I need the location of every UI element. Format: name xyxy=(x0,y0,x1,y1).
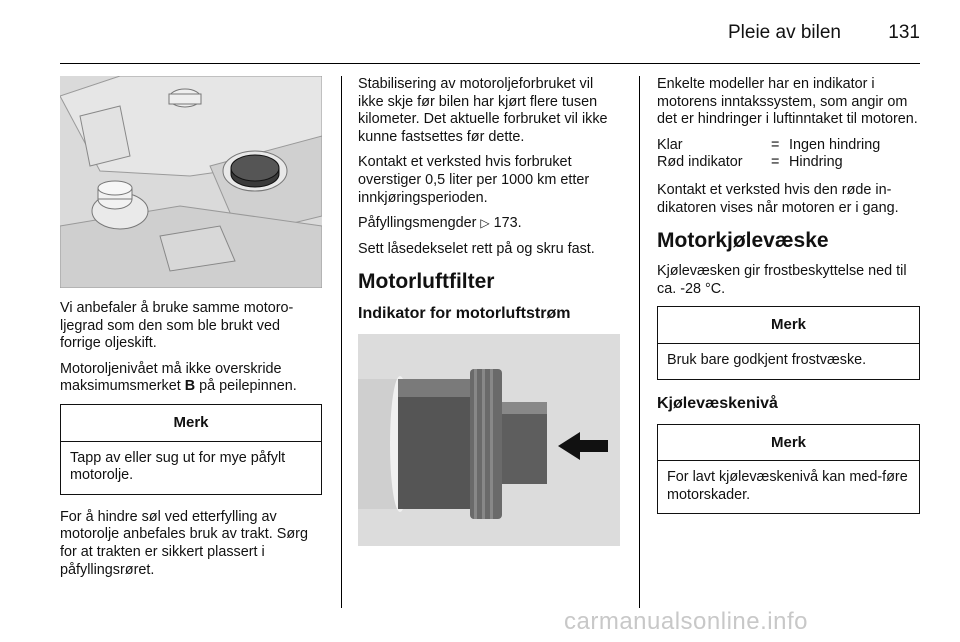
table-row: Rød indikator = Hindring xyxy=(657,154,843,171)
column-2 xyxy=(358,76,620,546)
air-flow-indicator-illustration xyxy=(358,334,620,546)
note-body: For lavt kjølevæskenivå kan med-føre motorskader. xyxy=(667,469,908,503)
paragraph: Påfyllingsmengder ▷ 173. xyxy=(358,215,522,232)
section-heading: Motorluftfilter xyxy=(358,270,495,294)
subsection-heading: Kjølevæskenivå xyxy=(657,394,778,412)
table-row: Klar = Ingen hindring xyxy=(657,136,881,153)
note-box xyxy=(657,424,920,515)
watermark: carmanualsonline.info xyxy=(564,608,808,635)
note-body: Bruk bare godkjent frostvæske. xyxy=(667,351,867,368)
page-title: Pleie av bilen xyxy=(727,22,842,43)
indicator-status-table xyxy=(657,137,920,172)
paragraph: Vi anbefaler å bruke samme motoro-ljegrad som den som ble brukt ved forrige oljeskift. xyxy=(60,300,294,352)
column-divider xyxy=(639,76,640,608)
engine-bay-drawing xyxy=(60,76,322,288)
paragraph: Stabilisering av motoroljeforbruket vil ikke skje før bilen har kjørt flere tusen kilometer. Det aktuelle forbruket vil ikke kunne fastsettes før dette. xyxy=(358,76,608,145)
page-reference-icon: ▷ xyxy=(480,216,490,231)
note-title: Merk xyxy=(658,425,919,462)
paragraph: Motoroljenivået må ikke overskride maksimumsmerket B på peilepinnen. xyxy=(60,360,297,395)
note-title: Merk xyxy=(61,405,321,442)
paragraph: Kjølevæsken gir frostbeskyttelse ned til ca. -28 °C. xyxy=(657,263,907,297)
note-title: Merk xyxy=(658,307,919,344)
paragraph: Kontakt et verksted hvis den røde in-dikatoren vises når motoren er i gang. xyxy=(657,181,899,216)
paragraph: Enkelte modeller har en indikator i motorens inntakssystem, som angir om det er hindringer i luftinntaket til motoren. xyxy=(657,76,918,128)
page-header xyxy=(728,22,920,44)
column-1 xyxy=(60,76,322,587)
column-divider xyxy=(341,76,342,608)
header-rule xyxy=(60,63,920,64)
paragraph: For å hindre søl ved etterfylling av motorolje anbefales bruk av trakt. Sørg for at trakten er sikkert plassert i påfyllingsrøret. xyxy=(60,508,308,578)
paragraph: Sett låsedekselet rett på og skru fast. xyxy=(358,240,595,257)
paragraph: Kontakt et verksted hvis forbruket overstiger 0,5 liter per 1000 km etter innkjøringsperioden. xyxy=(358,154,590,206)
section-heading: Motorkjølevæske xyxy=(657,229,829,253)
indicator-drawing xyxy=(358,334,620,546)
subsection-heading: Indikator for motorluftstrøm xyxy=(358,305,571,323)
note-box xyxy=(657,306,920,379)
column-3 xyxy=(657,76,920,528)
oil-filler-cap-illustration xyxy=(60,76,322,288)
note-body: Tapp av eller sug ut for mye påfylt motorolje. xyxy=(70,449,286,484)
page-number: 131 xyxy=(888,22,920,43)
note-box xyxy=(60,404,322,495)
